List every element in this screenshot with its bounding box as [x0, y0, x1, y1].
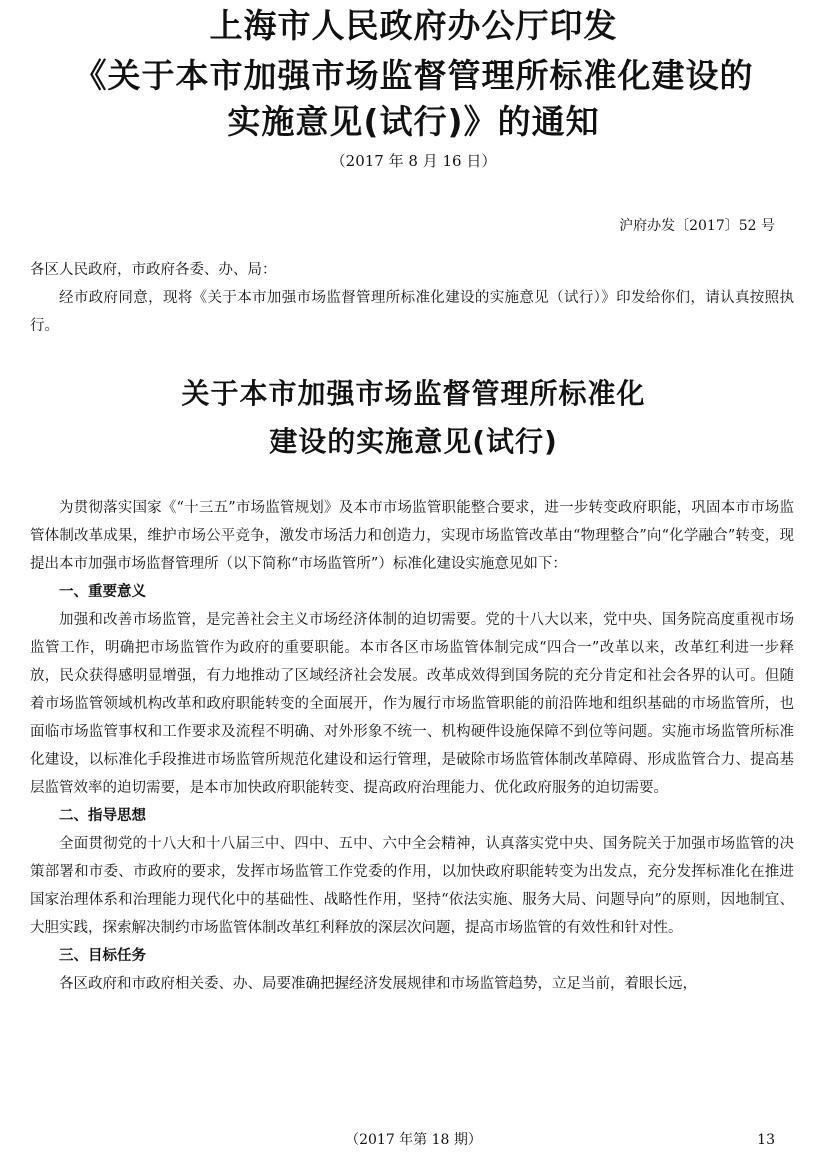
- section-text-guiding-thought: 全面贯彻党的十八大和十八届三中、四中、五中、六中全会精神，认真落实党中央、国务院关于加强市场监管的决策部署和市委、市政府的要求，发挥市场监管工作党委的作用，以加快政府职能转变为出发点，充分发挥标准化在推进国家治理体系和治理能力现代化中的基础性、战略性作用，坚持“依法实施、服务大局、问题导向”的原则，因地制宜、大胆实践，探索解决制约市场监管体制改革红利释放的深层次问题，提高市场监管的有效性和针对性。: [30, 836, 794, 936]
- intro-paragraph: 为贯彻落实国家《“十三五”市场监管规划》及本市市场监管职能整合要求，进一步转变政府职能，巩固本市市场监管体制改革成果，维护市场公平竞争，激发市场活力和创造力，实现市场监管改革由“物理整合”向“化学融合”转变，现提出本市加强市场监督管理所（以下简称“市场监管所”）标准化建设实施意见如下：: [30, 500, 794, 572]
- notice-title-line-2: 《关于本市加强市场监督管理所标准化建设的: [73, 56, 754, 95]
- document-number: 沪府办发〔2017〕52 号: [619, 218, 775, 234]
- footer-issue: （2017 年第 18 期）: [345, 1132, 482, 1148]
- page-number: 13: [757, 1132, 775, 1148]
- salutation: 各区人民政府，市政府各委、办、局：: [30, 262, 277, 278]
- notice-body: [30, 256, 794, 340]
- section-text-significance: 加强和改善市场监管，是完善社会主义市场经济体制的迫切需要。党的十八大以来，党中央、国务院高度重视市场监管工作，明确把市场监管作为政府的重要职能。本市各区市场监管体制完成“四合一”改革以来，改革红利进一步释放，民众获得感明显增强，有力地推动了区域经济社会发展。改革成效得到国务院的充分肯定和社会各界的认可。但随着市场监管领域机构改革和政府职能转变的全面展开，作为履行市场监管职能的前沿阵地和组织基础的市场监管所，也面临市场监管事权和工作要求及流程不明确、对外形象不统一、机构硬件设施保障不到位等问题。实施市场监管所标准化建设，以标准化手段推进市场监管所规范化建设和运行管理，是破除市场监管体制改革障碍、形成监管合力、提高基层监管效率的迫切需要，是本市加快政府职能转变、提高政府治理能力、优化政府服务的迫切需要。: [30, 612, 794, 796]
- notice-paragraph: 经市政府同意，现将《关于本市加强市场监督管理所标准化建设的实施意见（试行）》印发给你们，请认真按照执行。: [30, 290, 794, 334]
- notice-title-line-3: 实施意见(试行)》的通知: [227, 102, 600, 141]
- notice-title-line-1: 上海市人民政府办公厅印发: [209, 6, 618, 45]
- section-heading-goals: 三、目标任务: [59, 948, 146, 964]
- opinion-title-line-2: 建设的实施意见(试行): [269, 425, 558, 458]
- opinion-title-line-1: 关于本市加强市场监督管理所标准化: [181, 377, 646, 410]
- section-heading-guiding-thought: 二、指导思想: [59, 808, 146, 824]
- section-heading-significance: 一、重要意义: [59, 584, 146, 600]
- section-text-goals: 各区政府和市政府相关委、办、局要准确把握经济发展规律和市场监管趋势，立足当前，着眼长远，: [59, 976, 697, 992]
- notice-date: （2017 年 8 月 16 日）: [330, 152, 497, 170]
- opinion-body: [30, 494, 794, 998]
